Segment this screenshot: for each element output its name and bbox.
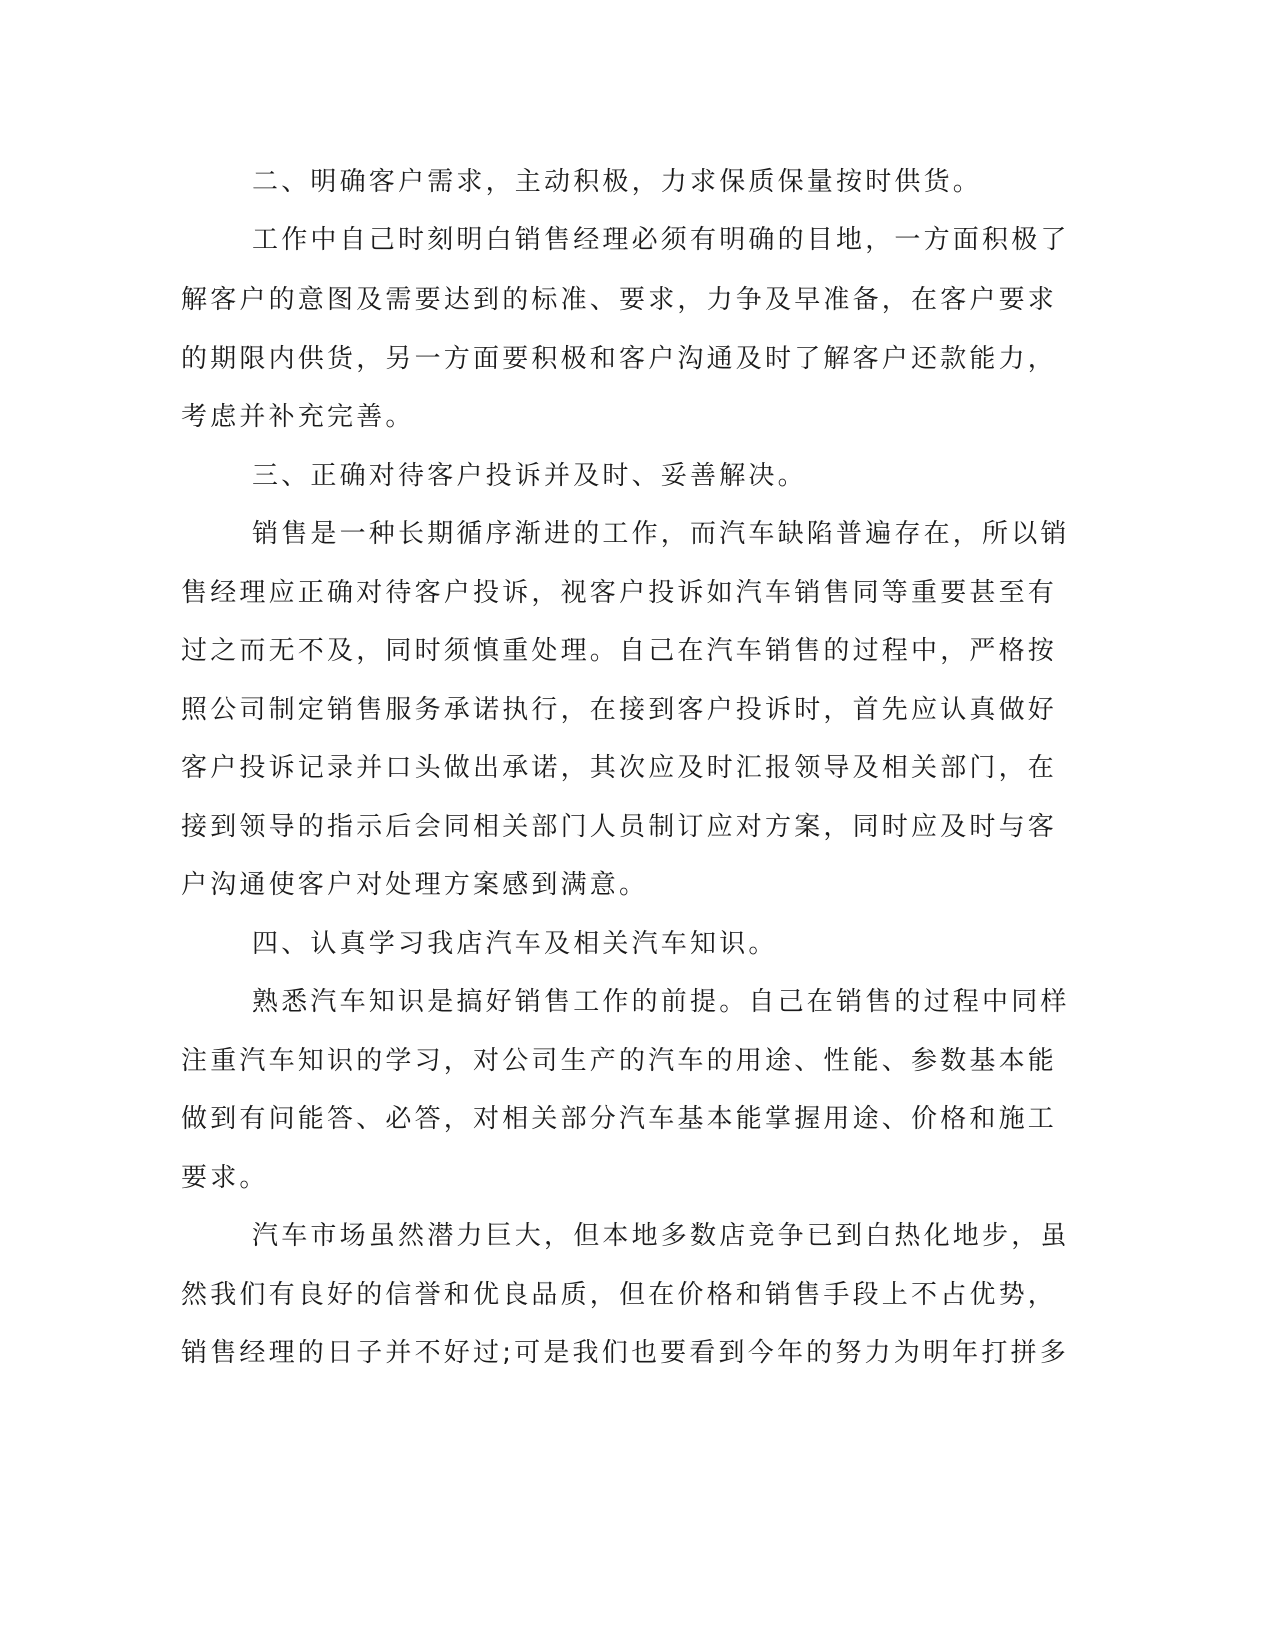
paragraph-line: 要求。 bbox=[181, 1163, 269, 1193]
paragraph-line: 然我们有良好的信誉和优良品质，但在价格和销售手段上不占优势， bbox=[181, 1280, 1058, 1310]
paragraph-line: 熟悉汽车知识是搞好销售工作的前提。自己在销售的过程中同样 bbox=[252, 987, 1070, 1017]
paragraph-line: 照公司制定销售服务承诺执行，在接到客户投诉时，首先应认真做好 bbox=[181, 695, 1058, 725]
paragraph-line: 客户投诉记录并口头做出承诺，其次应及时汇报领导及相关部门，在 bbox=[181, 753, 1058, 783]
paragraph-line: 过之而无不及，同时须慎重处理。自己在汽车销售的过程中，严格按 bbox=[181, 636, 1058, 666]
paragraph-line: 接到领导的指示后会同相关部门人员制订应对方案，同时应及时与客 bbox=[181, 812, 1058, 842]
paragraph-line: 做到有问能答、必答，对相关部分汽车基本能掌握用途、价格和施工 bbox=[181, 1104, 1058, 1134]
paragraph-line: 售经理应正确对待客户投诉，视客户投诉如汽车销售同等重要甚至有 bbox=[181, 578, 1058, 608]
heading-3: 三、正确对待客户投诉并及时、妥善解决。 bbox=[252, 461, 807, 491]
paragraph-line: 工作中自己时刻明白销售经理必须有明确的目地，一方面积极了 bbox=[252, 225, 1070, 255]
paragraph-line: 注重汽车知识的学习，对公司生产的汽车的用途、性能、参数基本能 bbox=[181, 1046, 1058, 1076]
heading-4: 四、认真学习我店汽车及相关汽车知识。 bbox=[252, 929, 778, 959]
paragraph-line: 销售是一种长期循序渐进的工作，而汽车缺陷普遍存在，所以销 bbox=[252, 519, 1070, 549]
heading-2: 二、明确客户需求，主动积极，力求保质保量按时供货。 bbox=[252, 167, 983, 197]
paragraph-line: 解客户的意图及需要达到的标准、要求，力争及早准备，在客户要求 bbox=[181, 285, 1058, 315]
paragraph-line: 销售经理的日子并不好过;可是我们也要看到今年的努力为明年打拼多 bbox=[181, 1338, 1069, 1368]
paragraph-line: 的期限内供货，另一方面要积极和客户沟通及时了解客户还款能力， bbox=[181, 344, 1058, 374]
paragraph-line: 汽车市场虽然潜力巨大，但本地多数店竞争已到白热化地步，虽 bbox=[252, 1221, 1070, 1251]
paragraph-line: 考虑并补充完善。 bbox=[181, 402, 415, 432]
paragraph-line: 户沟通使客户对处理方案感到满意。 bbox=[181, 870, 649, 900]
